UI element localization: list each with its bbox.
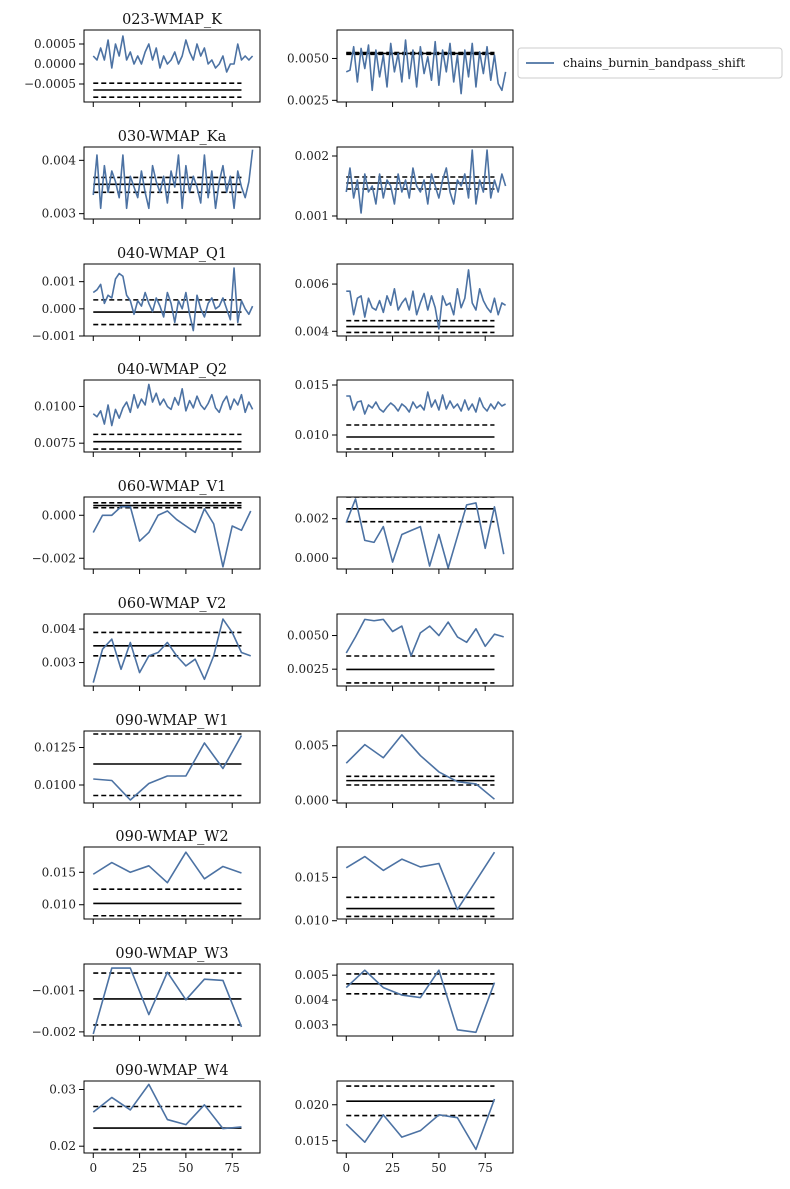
series-line <box>346 735 494 799</box>
series-line <box>346 270 505 329</box>
axes-frame <box>84 30 260 102</box>
subplot-title: 090-WMAP_W1 <box>115 713 229 729</box>
subplot-plot-area <box>346 852 494 916</box>
subplot-plot-area <box>346 150 505 213</box>
axes-frame <box>84 847 260 919</box>
y-tick-label: 0.015 <box>41 865 76 880</box>
subplot-16 <box>295 847 513 928</box>
series-line <box>346 619 503 655</box>
series-line <box>346 970 494 1032</box>
y-tick-label: 0.000 <box>41 301 76 316</box>
y-tick-label: −0.001 <box>31 983 76 998</box>
y-tick-label: 0.015 <box>294 1133 329 1148</box>
series-line <box>93 150 252 209</box>
subplot-17 <box>32 946 260 1041</box>
series-line <box>93 619 250 683</box>
y-tick-label: 0.0025 <box>287 93 329 108</box>
subplot-9 <box>32 479 260 574</box>
y-tick-label: 0.005 <box>294 738 329 753</box>
subplot-title: 090-WMAP_W2 <box>115 829 229 845</box>
subplot-15 <box>42 829 260 924</box>
series-line <box>346 150 505 213</box>
y-tick-label: −0.0005 <box>23 77 76 91</box>
x-tick-label: 50 <box>178 1161 194 1175</box>
y-tick-label: −0.002 <box>31 551 76 566</box>
subplot-plot-area <box>346 1086 494 1149</box>
y-tick-label: 0.000 <box>294 551 329 566</box>
y-tick-label: 0.02 <box>49 1139 76 1154</box>
subplot-3 <box>42 129 260 224</box>
y-tick-label: 0.010 <box>41 897 76 912</box>
subplot-4 <box>295 147 513 224</box>
y-tick-label: 0.020 <box>294 1097 329 1112</box>
y-tick-label: 0.003 <box>41 655 76 670</box>
x-tick-label: 25 <box>384 1161 401 1175</box>
subplot-12 <box>287 614 513 691</box>
subplot-14 <box>295 731 513 808</box>
subplot-plot-area <box>93 968 241 1034</box>
subplot-plot-area <box>346 392 505 449</box>
series-line <box>93 852 241 882</box>
subplot-plot-area <box>93 150 252 209</box>
subplot-title: 060-WMAP_V2 <box>117 596 227 612</box>
subplot-plot-area <box>93 734 241 800</box>
subplot-plot-area <box>346 40 505 94</box>
y-tick-label: 0.0125 <box>34 740 76 755</box>
subplot-title: 040-WMAP_Q2 <box>116 362 228 378</box>
x-tick-label: 75 <box>224 1161 240 1175</box>
subplot-8 <box>295 378 513 457</box>
y-tick-label: 0.0050 <box>287 51 329 66</box>
legend-label: chains_burnin_bandpass_shift <box>563 56 746 70</box>
y-tick-label: 0.004 <box>41 153 76 168</box>
y-tick-label: 0.004 <box>41 622 76 637</box>
y-tick-label: 0.0000 <box>34 57 76 71</box>
subplot-plot-area <box>346 619 503 683</box>
series-line <box>346 1099 494 1149</box>
subplot-title: 030-WMAP_Ka <box>117 129 227 145</box>
subplot-plot-area <box>93 1084 241 1149</box>
axes-frame <box>84 1081 260 1153</box>
y-tick-label: 0.004 <box>294 993 329 1007</box>
subplot-11 <box>42 596 260 691</box>
y-tick-label: 0.002 <box>294 149 329 163</box>
series-line <box>346 40 505 94</box>
subplot-5 <box>32 246 260 343</box>
series-line <box>93 736 241 801</box>
subplot-13 <box>34 713 260 808</box>
subplot-plot-area <box>93 384 252 449</box>
subplot-grid <box>24 12 513 1175</box>
subplot-plot-area <box>93 619 250 683</box>
subplot-plot-area <box>93 36 252 97</box>
subplot-7 <box>34 362 260 457</box>
subplot-19 <box>49 1063 260 1175</box>
axes-frame <box>337 614 513 686</box>
subplot-2 <box>287 30 513 107</box>
y-tick-label: 0.0005 <box>34 37 76 51</box>
y-tick-label: 0.010 <box>294 428 329 442</box>
axes-frame <box>337 1081 513 1153</box>
subplot-18 <box>295 964 513 1041</box>
y-tick-label: −0.001 <box>31 329 76 343</box>
y-tick-label: 0.001 <box>41 274 76 289</box>
subplot-20 <box>295 1081 513 1175</box>
subplot-1 <box>24 12 260 107</box>
y-tick-label: 0.010 <box>294 913 329 928</box>
series-line <box>346 392 505 414</box>
y-tick-label: 0.003 <box>41 206 76 221</box>
x-tick-label: 50 <box>431 1161 447 1175</box>
x-tick-label: 0 <box>342 1161 351 1175</box>
x-tick-label: 25 <box>131 1161 148 1175</box>
y-tick-label: 0.000 <box>294 793 329 808</box>
series-line <box>93 968 241 1034</box>
subplot-title: 060-WMAP_V1 <box>117 479 227 495</box>
subplot-plot-area <box>346 497 503 568</box>
y-tick-label: 0.001 <box>294 209 329 223</box>
x-tick-label: 0 <box>89 1161 98 1175</box>
subplot-6 <box>295 264 513 341</box>
y-tick-label: 0.0050 <box>287 628 329 643</box>
y-tick-label: −0.002 <box>31 1024 76 1039</box>
legend <box>518 48 782 78</box>
subplot-plot-area <box>93 852 241 916</box>
subplot-plot-area <box>346 270 505 333</box>
x-tick-label: 75 <box>477 1161 493 1175</box>
subplot-plot-area <box>346 735 494 799</box>
series-line <box>93 268 252 330</box>
subplot-title: 090-WMAP_W3 <box>115 946 229 962</box>
y-tick-label: 0.000 <box>41 508 76 523</box>
y-tick-label: 0.0100 <box>34 399 76 414</box>
subplot-plot-area <box>346 970 494 1032</box>
y-tick-label: 0.002 <box>294 511 329 526</box>
series-line <box>93 36 252 72</box>
y-tick-label: 0.0025 <box>287 662 329 677</box>
axes-frame <box>337 380 513 452</box>
y-tick-label: 0.003 <box>294 1017 329 1032</box>
axes-frame <box>84 731 260 803</box>
y-tick-label: 0.006 <box>294 277 329 292</box>
y-tick-label: 0.005 <box>294 968 329 983</box>
y-tick-label: 0.0075 <box>34 436 76 451</box>
y-tick-label: 0.015 <box>294 378 329 392</box>
series-line <box>346 852 494 909</box>
subplot-plot-area <box>93 503 250 567</box>
subplot-10 <box>295 497 513 574</box>
y-tick-label: 0.015 <box>294 870 329 885</box>
series-line <box>93 507 250 567</box>
y-tick-label: 0.03 <box>49 1082 76 1097</box>
subplot-title: 040-WMAP_Q1 <box>116 246 228 262</box>
subplot-title: 090-WMAP_W4 <box>115 1063 229 1079</box>
subplot-plot-area <box>93 268 252 330</box>
y-tick-label: 0.0100 <box>34 778 76 792</box>
y-tick-label: 0.004 <box>294 324 329 339</box>
axes-frame <box>337 964 513 1036</box>
series-line <box>93 384 252 425</box>
subplot-title: 023-WMAP_K <box>122 12 222 28</box>
